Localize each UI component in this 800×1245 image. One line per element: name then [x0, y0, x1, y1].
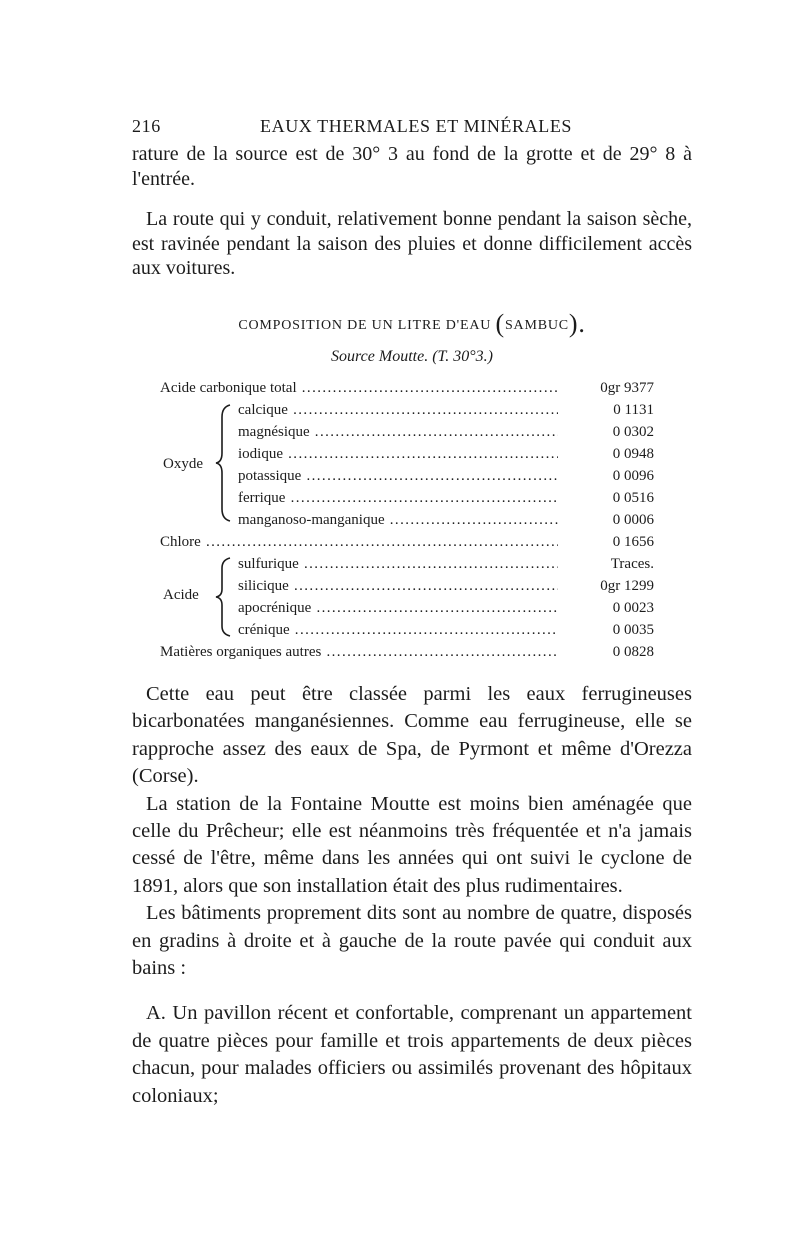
- brace-acide: [214, 556, 236, 638]
- page-number: 216: [132, 116, 161, 136]
- row-value: 0 0006: [558, 510, 654, 530]
- composition-row: [160, 642, 654, 662]
- body-paragraph-3: Cette eau peut être classée parmi les eaux ferrugineuses bicarbonatées manganésiennes. Comme eau ferrugineuse, elle se rapproche assez des eaux de Spa, de Pyrmont et même d'Orezza (Corse).: [132, 683, 692, 788]
- row-label: Chlore .....: [160, 532, 566, 552]
- running-head: [132, 112, 692, 140]
- row-label: calcique .....: [238, 400, 566, 420]
- row-label: sulfurique .....: [238, 554, 566, 574]
- row-label: silicique .....: [238, 576, 566, 596]
- row-label: crénique .....: [238, 620, 566, 640]
- body-paragraph-4: La station de la Fontaine Moutte est moins bien aménagée que celle du Prêcheur; elle est néanmoins très fréquentée et n'a jamais cessé de l'être, même dans les années qui ont suivi le cyclone de 1891, alors que son installation était des plus rudimentaires.: [132, 792, 692, 897]
- row-value: Traces.: [558, 554, 654, 574]
- body-paragraph-6: A. Un pavillon récent et confortable, comprenant un appartement de quatre pièces pour famille et trois appartements de deux pièces chacun, pour malades officiers ou assimilés provenant des hôpitaux coloniaux;: [132, 1002, 692, 1107]
- row-value: 0 0096: [558, 466, 654, 486]
- table-title-text: COMPOSITION DE UN LITRE D'EAU: [238, 318, 492, 333]
- row-label: magnésique .....: [238, 422, 566, 442]
- row-label: iodique .....: [238, 444, 566, 464]
- running-title: EAUX THERMALES ET MINÉRALES: [260, 116, 573, 136]
- group-label-acide: Acide: [163, 587, 199, 603]
- row-value: 0 0948: [558, 444, 654, 464]
- body-text: [132, 681, 692, 1110]
- row-value: 0 1656: [558, 532, 654, 552]
- row-value: 0gr 1299: [558, 576, 654, 596]
- intro-paragraph-1: rature de la source est de 30° 3 au fond de la grotte et de 29° 8 à l'entrée.: [132, 143, 692, 190]
- row-value: 0 0035: [558, 620, 654, 640]
- group-label-oxyde: Oxyde: [163, 456, 203, 472]
- row-label: potassique .....: [238, 466, 566, 486]
- row-label: apocrénique .....: [238, 598, 566, 618]
- table-subtitle: Source Moutte. (T. 30°3.): [331, 348, 493, 365]
- brace-oxyde: [214, 403, 236, 523]
- row-value: 0 1131: [558, 400, 654, 420]
- row-value: 0gr 9377: [558, 378, 654, 398]
- table-title: COMPOSITION DE UN LITRE D'EAU (SAMBUC).: [238, 309, 586, 338]
- row-value: 0 0302: [558, 422, 654, 442]
- table-title-paren-text: SAMBUC: [504, 318, 569, 333]
- body-paragraph-5: Les bâtiments proprement dits sont au nombre de quatre, disposés en gradins à droite et à gauche de la route pavée qui conduit aux bains :: [132, 902, 692, 980]
- intro-paragraph-2: La route qui y conduit, relativement bonne pendant la saison sèche, est ravinée pendant la saison des pluies et donne difficilement accès aux voitures.: [132, 208, 692, 280]
- row-label: Acide carbonique total .....: [160, 378, 566, 398]
- composition-row: [160, 532, 654, 552]
- row-label: ferrique .....: [238, 488, 566, 508]
- row-label: manganoso-manganique .....: [238, 510, 566, 530]
- row-value: 0 0828: [558, 642, 654, 662]
- row-value: 0 0516: [558, 488, 654, 508]
- row-value: 0 0023: [558, 598, 654, 618]
- composition-row: [160, 378, 654, 398]
- row-label: Matières organiques autres .....: [160, 642, 566, 662]
